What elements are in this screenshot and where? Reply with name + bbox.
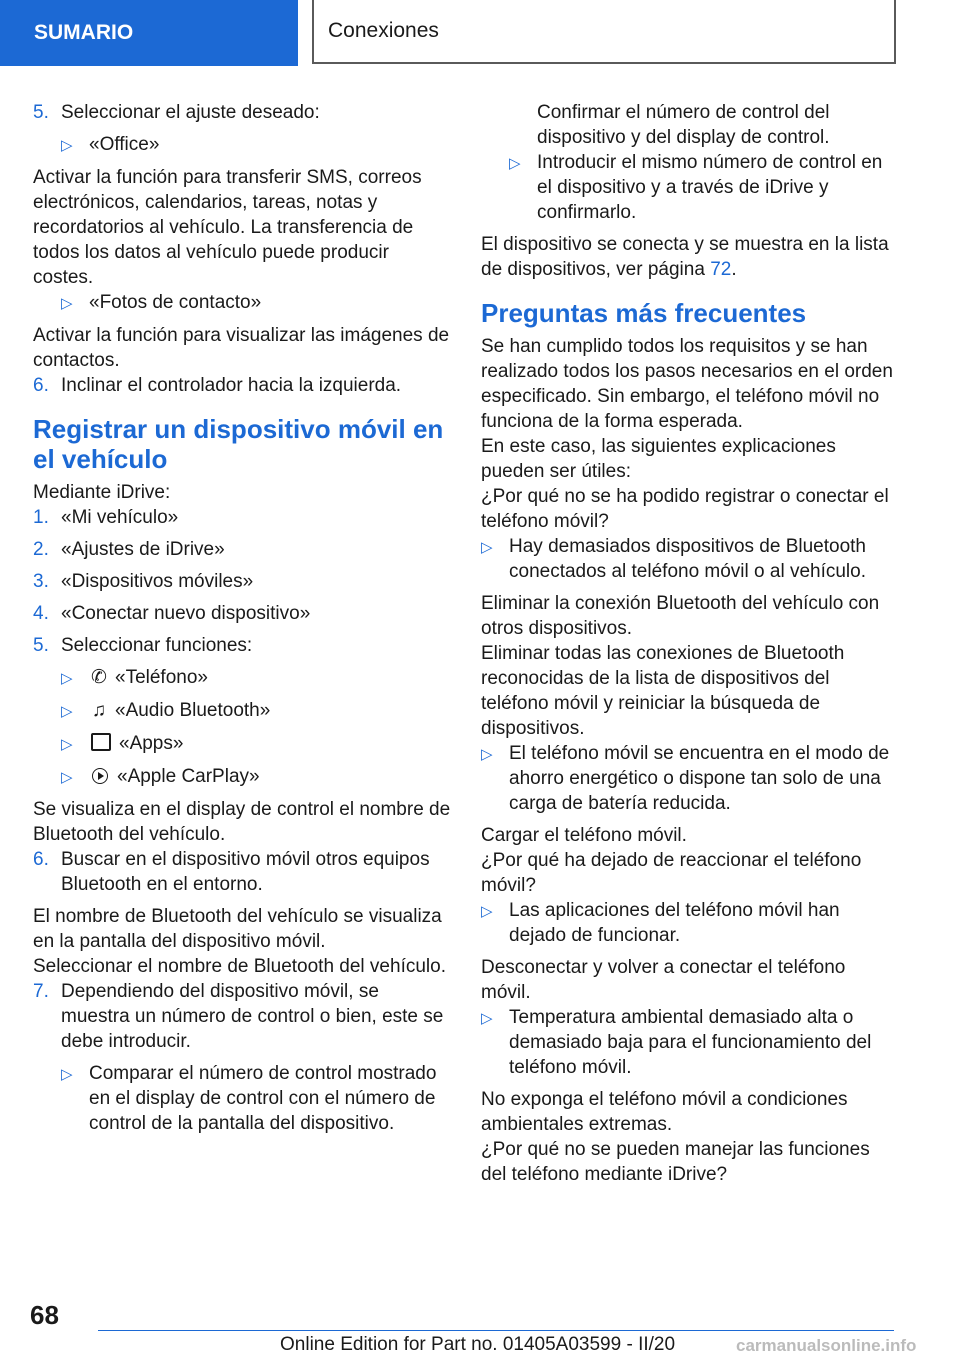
triangle-bullet-icon: ▷ — [61, 295, 73, 312]
triangle-bullet-icon: ▷ — [481, 1010, 493, 1027]
bullet-text: Hay demasiados dispositivos de Bluetooth conectados al teléfono móvil o al vehículo. — [509, 536, 866, 582]
bullet-text: Las aplicaciones del teléfono móvil han dejado de funcionar. — [509, 900, 840, 946]
function-label: «Teléfono» — [115, 667, 208, 688]
bullet-item — [61, 1061, 451, 1136]
step-text: Seleccionar el ajuste deseado: — [61, 102, 320, 123]
step-number: 2. — [33, 539, 49, 560]
step-text: Buscar en el dispositivo móvil otros equipos Bluetooth en el entorno. — [61, 849, 430, 895]
function-item — [61, 764, 451, 790]
footer-divider — [98, 1330, 894, 1331]
bullet-text: Comparar el número de control mostrado en el display de control con el número de control de la pantalla del dispositivo. — [89, 1063, 437, 1134]
triangle-bullet-icon: ▷ — [481, 903, 493, 920]
page-number: 68 — [30, 1300, 59, 1330]
triangle-bullet-icon: ▷ — [61, 703, 73, 720]
bullet-desc: Activar la función para transferir SMS, correos electrónicos, calendarios, tareas, notas y recordatorios al vehículo. La transferencia de todos los datos al vehículo puede producir costes. — [33, 167, 422, 288]
step-number: 6. — [33, 849, 49, 870]
bullet-item — [481, 898, 896, 948]
step-number: 6. — [33, 375, 49, 396]
step-note: Seleccionar el nombre de Bluetooth del vehículo. — [33, 956, 446, 977]
step-item — [33, 633, 451, 658]
paragraph: En este caso, las siguientes explicaciones pueden ser útiles: — [481, 436, 836, 482]
function-label: «Apple CarPlay» — [117, 766, 260, 787]
step-number: 3. — [33, 571, 49, 592]
music-note-icon: ♫ — [91, 700, 107, 721]
bullet-desc: Eliminar todas las conexiones de Bluetooth reconocidas de la lista de dispositivos del teléfono móvil y reiniciar la búsqueda de dispositivos. — [481, 643, 845, 739]
intro-text: Mediante iDrive: — [33, 482, 171, 503]
step-text: «Dispositivos móviles» — [61, 571, 254, 592]
bullet-text: «Office» — [89, 134, 160, 155]
page-link[interactable]: 72 — [710, 259, 732, 280]
section-heading: Preguntas más frecuentes — [481, 298, 807, 328]
question: ¿Por qué no se ha podido registrar o conectar el teléfono móvil? — [481, 486, 889, 532]
function-item — [61, 698, 451, 724]
bullet-desc: Eliminar la conexión Bluetooth del vehículo con otros dispositivos. — [481, 593, 880, 639]
question: ¿Por qué no se pueden manejar las funciones del teléfono mediante iDrive? — [481, 1139, 870, 1185]
step-item — [33, 100, 451, 125]
question: ¿Por qué ha dejado de reaccionar el teléfono móvil? — [481, 850, 862, 896]
apps-icon — [91, 733, 111, 751]
step-text: «Ajustes de iDrive» — [61, 539, 225, 560]
step-item — [33, 373, 451, 398]
bullet-item — [481, 534, 896, 584]
step-item — [33, 569, 451, 594]
top-bar — [0, 0, 960, 66]
step-number: 5. — [33, 635, 49, 656]
step-item — [33, 537, 451, 562]
triangle-bullet-icon: ▷ — [61, 1066, 73, 1083]
step-text: Seleccionar funciones: — [61, 635, 253, 656]
function-label: «Apps» — [119, 733, 184, 754]
sumario-tab[interactable]: SUMARIO — [0, 0, 298, 66]
step-number: 4. — [33, 603, 49, 624]
bullet-text: El teléfono móvil se encuentra en el modo de ahorro energético o dispone tan solo de una carga de batería reducida. — [509, 743, 890, 814]
step-number: 5. — [33, 102, 49, 123]
triangle-bullet-icon: ▷ — [61, 670, 73, 687]
step-text: Inclinar el controlador hacia la izquierda. — [61, 375, 402, 396]
bullet-desc: Activar la función para visualizar las imágenes de contactos. — [33, 325, 450, 371]
bullet-text: Temperatura ambiental demasiado alta o demasiado baja para el funcionamiento del teléfono móvil. — [509, 1007, 872, 1078]
step-note: El nombre de Bluetooth del vehículo se visualiza en la pantalla del dispositivo móvil. — [33, 906, 442, 952]
function-item — [61, 665, 451, 691]
triangle-bullet-icon: ▷ — [61, 769, 73, 786]
step-number: 7. — [33, 981, 49, 1002]
function-label: «Audio Bluetooth» — [115, 700, 271, 721]
phone-icon: ✆ — [91, 667, 107, 688]
bullet-desc: No exponga el teléfono móvil a condiciones ambientales extremas. — [481, 1089, 848, 1135]
left-column — [33, 100, 451, 1143]
bullet-desc: Desconectar y volver a conectar el teléfono móvil. — [481, 957, 846, 1003]
step-text: «Mi vehículo» — [61, 507, 179, 528]
step-number: 1. — [33, 507, 49, 528]
paragraph: Se han cumplido todos los requisitos y se han realizado todos los pasos necesarios en el orden especificado. Sin embargo, el teléfono móvil no funciona de la forma esperada. — [481, 336, 893, 432]
bullet-item — [61, 132, 451, 158]
triangle-bullet-icon: ▷ — [481, 746, 493, 763]
bullet-item — [61, 290, 451, 316]
step-text: Dependiendo del dispositivo móvil, se muestra un número de control o bien, este se debe introducir. — [61, 981, 444, 1052]
footer-edition: Online Edition for Part no. 01405A03599 - II/20 — [280, 1334, 676, 1355]
carplay-icon — [92, 768, 108, 784]
triangle-bullet-icon: ▷ — [509, 155, 521, 172]
triangle-bullet-icon: ▷ — [61, 736, 73, 753]
bullet-text: «Fotos de contacto» — [89, 292, 262, 313]
triangle-bullet-icon: ▷ — [481, 539, 493, 556]
step-note: El dispositivo se conecta y se muestra en la lista de dispositivos, ver página 72. — [481, 234, 889, 280]
step-item — [33, 601, 451, 626]
bullet-desc: Confirmar el número de control del dispositivo y del display de control. — [537, 102, 830, 148]
bullet-item — [481, 1005, 896, 1080]
bullet-text: Introducir el mismo número de control en el dispositivo y a través de iDrive y confirmarlo. — [537, 152, 883, 223]
bullet-desc: Cargar el teléfono móvil. — [481, 825, 687, 846]
step-note: Se visualiza en el display de control el nombre de Bluetooth del vehículo. — [33, 799, 451, 845]
step-item — [33, 505, 451, 530]
step-text: «Conectar nuevo dispositivo» — [61, 603, 311, 624]
function-item — [61, 731, 451, 757]
bullet-item — [481, 741, 896, 816]
step-item — [33, 979, 451, 1054]
section-title: Conexiones — [312, 0, 896, 64]
step-item — [33, 847, 451, 897]
bullet-item — [509, 150, 896, 225]
watermark: carmanualsonline.info — [736, 1336, 917, 1355]
right-column — [481, 100, 896, 1187]
section-heading: Registrar un dispositivo móvil en el vehículo — [33, 414, 444, 474]
triangle-bullet-icon: ▷ — [61, 137, 73, 154]
